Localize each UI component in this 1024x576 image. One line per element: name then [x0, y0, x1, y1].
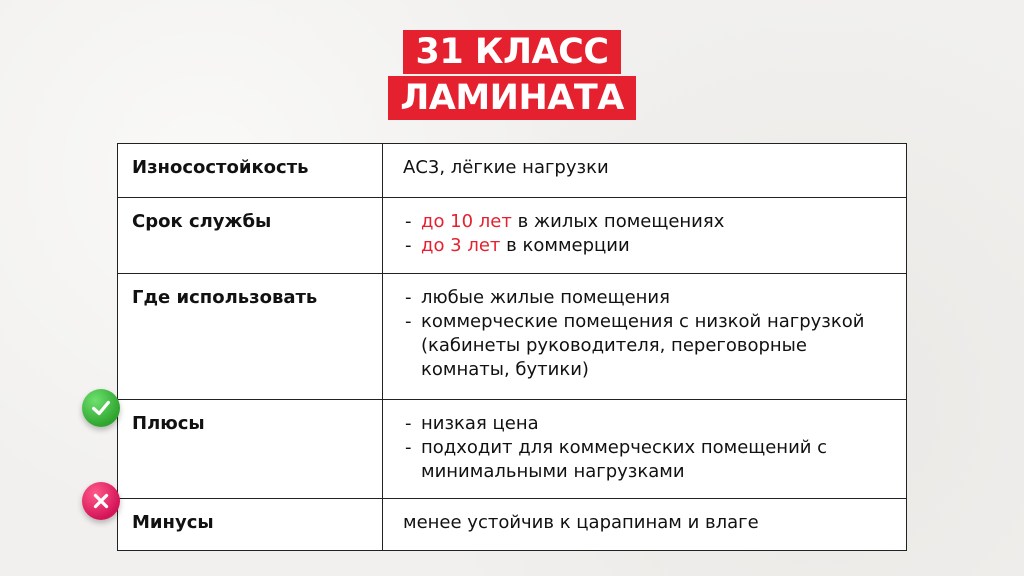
highlight-text: до 3 лет	[421, 235, 501, 256]
item-text: в коммерции	[500, 235, 630, 256]
table-row	[118, 400, 907, 499]
row-value-wear	[383, 144, 907, 198]
row-label-cons: Минусы	[118, 499, 383, 551]
row-value-usage	[383, 274, 907, 400]
cross-icon	[82, 482, 120, 520]
highlight-text: до 10 лет	[421, 211, 512, 232]
row-value-lifetime	[383, 198, 907, 274]
table-row	[118, 198, 907, 274]
list-item	[403, 234, 892, 258]
row-label-pros: Плюсы	[118, 400, 383, 499]
row-value-pros	[383, 400, 907, 499]
list-item	[403, 210, 892, 234]
table-row	[118, 499, 907, 551]
row-label-usage: Где использовать	[118, 274, 383, 400]
row-label-wear: Износостойкость	[118, 144, 383, 198]
list-item: - коммерческие помещения с низкой нагрузкой (кабинеты руководителя, переговорные комнаты, бутики)	[403, 310, 892, 382]
list-item: - низкая цена	[403, 412, 892, 436]
table-row	[118, 144, 907, 198]
wear-value: АС3, лёгкие нагрузки	[403, 157, 609, 178]
check-icon	[82, 389, 120, 427]
row-value-cons	[383, 499, 907, 551]
cons-value: менее устойчив к царапинам и влаге	[403, 512, 759, 533]
list-item: - любые жилые помещения	[403, 286, 892, 310]
row-label-lifetime: Срок службы	[118, 198, 383, 274]
title-block	[0, 30, 1024, 120]
title-line-2: ЛАМИНАТА	[388, 76, 636, 120]
item-text: в жилых помещениях	[511, 211, 725, 232]
title-line-1: 31 КЛАСС	[403, 30, 620, 74]
list-item: - подходит для коммерческих помещений с минимальными нагрузками	[403, 436, 892, 484]
table-row	[118, 274, 907, 400]
laminate-info-table	[117, 143, 907, 551]
